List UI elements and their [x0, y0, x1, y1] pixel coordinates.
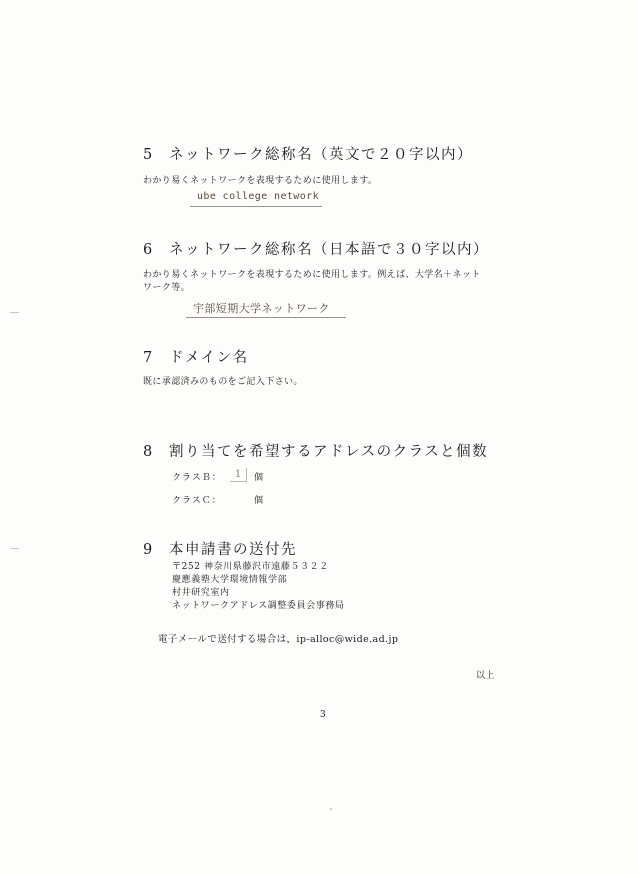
section-title: ネットワーク総称名（英文で２０字以内）: [169, 147, 473, 163]
address-line-1: 〒252 神奈川県藤沢市遠藤５３２２: [172, 562, 329, 572]
margin-mark: [10, 548, 19, 549]
section-number: 6: [143, 242, 154, 258]
margin-mark: [10, 312, 19, 313]
section-title: ネットワーク総称名（日本語で３０字以内）: [169, 242, 489, 258]
section-title: ドメイン名: [169, 350, 249, 366]
fill-line: [186, 317, 346, 318]
address-line-2: 慶應義塾大学環境情報学部: [172, 575, 288, 585]
section-number: 5: [143, 147, 154, 163]
class-b-label: クラスＢ：: [172, 473, 222, 483]
section-number: 8: [143, 444, 154, 460]
section-6-description-line2: ワーク等。: [143, 283, 191, 293]
section-number: 9: [143, 542, 154, 558]
section-6-heading: [143, 238, 489, 259]
address-line-4: ネットワークアドレス調整委員会事務局: [172, 601, 345, 611]
network-name-english-value: ube college network: [197, 191, 319, 202]
section-5-description: わかり易くネットワークを表現するために使用します。: [143, 176, 378, 186]
section-number: 7: [143, 350, 154, 366]
section-8-heading: [143, 440, 488, 461]
network-name-japanese-value: 宇部短期大学ネットワーク: [193, 302, 330, 315]
closing-mark: 以上: [476, 671, 495, 681]
fill-line: [190, 206, 322, 207]
page-number: 3: [320, 710, 327, 720]
section-5-heading: [143, 143, 473, 164]
class-b-count: 1: [230, 468, 247, 482]
section-9-heading: [143, 538, 297, 559]
class-c-label: クラスＣ：: [172, 496, 222, 506]
section-title: 割り当てを希望するアドレスのクラスと個数: [169, 444, 489, 460]
class-b-unit: 個: [254, 473, 265, 483]
email-note: 電子メールで送付する場合は，ip-alloc@wide.ad.jp: [158, 634, 399, 645]
speck: [330, 808, 332, 810]
section-7-description: 既に承認済みのものをご記入下さい。: [143, 377, 303, 387]
section-7-heading: [143, 346, 249, 367]
class-c-unit: 個: [254, 496, 265, 506]
section-title: 本申請書の送付先: [169, 542, 297, 558]
address-line-3: 村井研究室内: [172, 588, 230, 598]
section-6-description-line1: わかり易くネットワークを表現するために使用します。例えば、大学名＋ネット: [143, 270, 481, 280]
